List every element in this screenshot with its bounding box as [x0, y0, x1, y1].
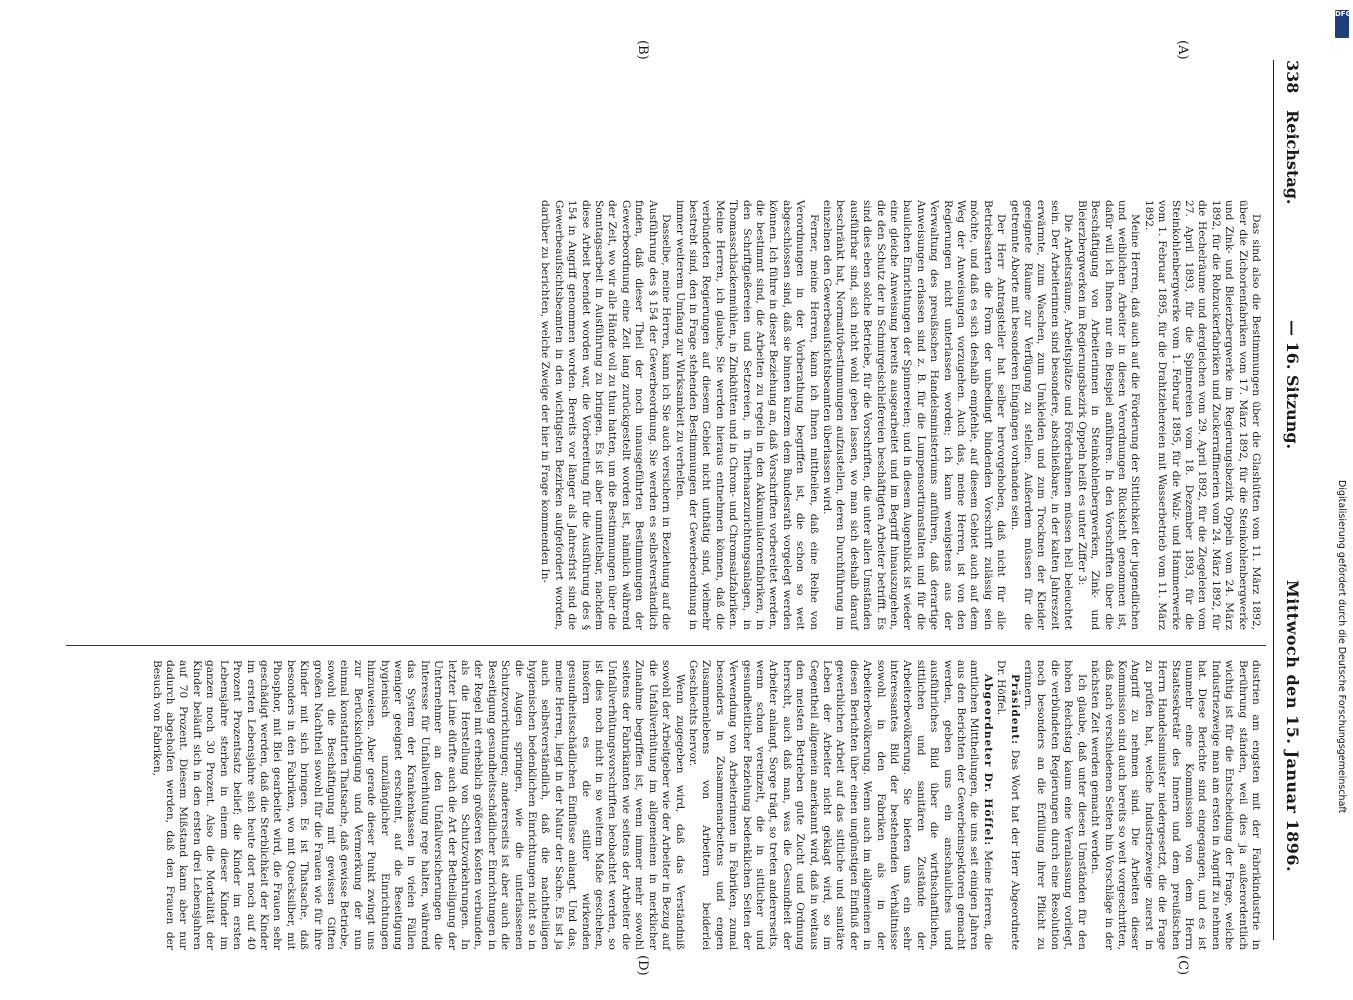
paragraph: Der Herr Antragsteller hat selber hervorgehoben, daß nicht für alle Betriebsarten die Form der unbedingt bindenden Vorschrift zulässig sein möchte, und daß es sich deshalb empfehle, auf diesem Gebiet auch auf dem Weg der Anweisungen vorzugehen. Auch das, meine Herren, ist von den Regierungen nicht unterlassen worden; ich kann wenigstens aus der Verwaltung des preußischen Handelsministeriums anführen, daß derartige Anweisungen erlassen sind z. B. für die Lumpensortiranstalten und für die baulichen Einrichtungen der Spinnereien; und in diesem Augenblick ist wieder eine gleiche Anweisung bereits ausgearbeitet und im Begriff hinauszugehen, die den Schutz der in Schmirgelschleifereien beschäftigten Arbeiter betrifft. Es sind dies eben solche Betriebe, für die Vorschriften, die unter allen Umständen ausführbar sind, sich nicht wohl geben lassen, wo man sich deshalb darauf beschränkt hat, Normativbestimmungen aufzustellen, deren Durchführung im einzelnen den Gewerbeaufsichtsbeamten überlassen wird. — [821, 200, 1008, 630]
president-text: Das Wort hat der Herr Abgeordnete Dr. Höffel. — [995, 660, 1021, 950]
paragraph: Ferner, meine Herren, kann ich Ihnen mittheilen, daß eine Reihe von Verordnungen in der Vorberathung begriffen ist, die schon so weit abgeschlossen sind, daß sie binnen kurzem dem Bundesrath vorgelegt werden können. Ich führe in dieser Beziehung an, daß Vorschriften vorbereitet werden, die bestimmt sind, die Arbeiten zu regeln in den Akkumulatorenfabriken, in den Schriftgießereien und Setzereien, in Thierhaarzurichtungsanlagen, in Thomasschlackenmühlen, in Zinkhütten und in Chrom- und Chromsalzfabriken. Meine Herren, ich glaube, Sie werden hieraus entnehmen können, daß die verbündeten Regierungen auf diesem Gebiet nicht unthätig sind, vielmehr bestrebt sind, den in Frage stehenden Bestimmungen der Gewerbeordnung in immer weiterem Umfang zur Wirksamkeit zu verhelfen. — [673, 200, 820, 630]
margin-marker-c: (C) — [1175, 955, 1190, 976]
digitization-note — [1333, 10, 1352, 1000]
digitization-note-text: Digitalisierung gefördert durch die Deutsche Forschungsgemeinschaft — [1336, 480, 1347, 814]
header-date: Mittwoch den 15. Januar 1896. — [1283, 580, 1302, 873]
header-left-title: Reichstag. — [1283, 110, 1302, 205]
margin-marker-a: (A) — [1175, 40, 1190, 60]
speaker-paragraph — [686, 660, 994, 950]
speaker-text: Meine Herren, die amtlichen Mittheilungen, die uns seit einigen Jahren aus den Berichten der Gewerbeinspektoren gemacht werden, geben uns ein anschauliches und ausführliches Bild über die wirthschaftlichen, sittlichen und sanitären Zustände der Arbeiterbevölkerung. Sie bieten uns ein sehr interessantes Bild der bestehenden Verhältnisse sowohl in den Fabriken als in der Arbeiterbevölkerung. Wenn auch im allgemeinen in diesen Berichten über einen ungünstigen Einfluß der gewerblichen Arbeit auf das sittliche und sanitäre Leben der Arbeiter nicht geklagt wird, so im Gegentheil allgemein anerkannt wird, daß in weitaus den meisten Betrieben gute Zucht und Ordnung herrscht, auch daß man, was die Gesundheit der Arbeiter anlangt, Sorge trägt, so treten andererseits, wenn schon vereinzelt, die in sittlicher und gesundheitlicher Beziehung bedenklichen Seiten der Verwendung von Arbeiterinnen in Fabriken, zumal besonders in Zusammenarbeitens und engen Zusammenlebens von Arbeitern beiderlei Geschlechts hervor. — [686, 660, 994, 950]
paragraph: Dasselbe, meine Herren, kann ich Sie auch versichern in Beziehung auf die Ausführung des § 154 der Gewerbeordnung. Sie werden es selbstverständlich finden, daß dieser Theil der noch unausgeführten Bestimmungen der Gewerbeordnung eine Zeit lang zurückgestellt worden ist, nämlich während der Zeit, wo wir alle Hände voll zu thun hatten, um die Bestimmungen über die Sonntagsarbeit in Ausführung zu bringen. Es ist aber unmittelbar, nachdem diese Arbeit beendet worden war, die Vorbereitung für die Ausführung des § 154 in Angriff genommen worden. Bereits vor länger als Jahresfrist sind die Gewerbeaufsichtsbeamten in den wichtigsten Bezirken aufgefordert worden, darüber zu berichten, welche Zweige der hier in Frage kommenden In- — [539, 200, 673, 630]
paragraph: Wenn zugegeben wird, daß das Verständniß sowohl der Arbeitgeber wie der Arbeiter in Bezug auf die Unfallverhütung im allgemeinen in merklicher Zunahme begriffen ist, wenn immer mehr sowohl seitens der Fabrikanten wie seitens der Arbeiter die Unfallverhütungsvorschriften beobachtet werden, so ist dies noch nicht in so weitem Maße geschehen, insofern es die stiller wirkenden gesundheitsschädlichen Einflüsse anlangt. Und das, meine Herren, liegt in der Natur der Sache. Es ist ja auch selbstverständlich, daß die nachtheiligen hygienischen bedenklichen Einrichtungen nicht so in die Augen springen, wie die unterlassenen Schutzvorrichtungen; andererseits ist aber auch die Beseitigung gesundheitsschädlicher Einrichtungen in der Regel mit erheblich größeren Kosten verbunden, als die Herstellung von Schutzvorkehrungen. In letzter Linie dürfte auch die Art der Betheiligung der Unternehmer an den Unfallversicherungen die Interesse für Unfallverhütung rege halten, während das System der Krankenkassen in vielen Fällen weniger geeignet erscheint, auf die Beseitigung hygienisch unzulänglicher Einrichtungen hinzuweisen. Aber gerade dieser Punkt zwingt uns zur Berücksichtigung und Vermerkung der nun einmal konstatirten Thatsache, daß gewisse Betriebe, sowohl die Beschäftigung mit gewissen Giften großen Nachtheil sowohl für die Frauen wie für ihre Kinder mit sich bringen. Es ist Thatsache, daß besonders in den Fabriken, wo mit Quecksilber, mit Phosphor, mit Blei gearbeitet wird, die Frauen sehr geschädigt werden, daß die Sterblichkeit der Kinder im ersten Lebensjahre sich heute dort noch auf 40 Prozent Prozentsatz belief; die Kinder im ersten Lebensjahre sterben in einem dieser Kinder im ganzen noch 30 Prozent. Also die Mortalität der Kinder beläuft sich in den ersten drei Lebensjahren auf 70 Prozent. Diesem Mißstand kann aber nur dadurch abgeholfen werden, daß den Frauen der Besuch von Fabriken, — [150, 660, 686, 950]
president-label: Präsident: — [1008, 674, 1021, 746]
paragraph: dustrien am engsten mit der Fabrikindustrie in Berührung ständen, weil dies ja außerordentlich wichtig ist für die Entscheidung der Frage, welche Industriezweige man am ersten in Angriff zu nehmen hat. Diese Berichte sind eingegangen, und es ist nunmehr eine Kommission von dem Herrn Staatssekretär des Innern und dem preußischen Herrn Handelsminister niedergesetzt, die die Frage zu prüfen hat, welche Industriezweige zuerst in Angriff zu nehmen sind. Die Arbeiten dieser Kommission sind auch bereits so weit vorgeschritten, daß nach verschiedenen Seiten hin Vorschläge in der nächsten Zeit werden gemacht werden. — [1089, 660, 1262, 950]
header-rule — [1273, 60, 1274, 940]
rotated-page — [50, 20, 1310, 980]
left-column — [538, 200, 1262, 630]
paragraph: Meine Herren, daß auch auf die Förderung der Sittlichkeit der jugendlichen und weiblichen Arbeiter in diesen Verordnungen Rücksicht genommen ist, dafür will ich Ihnen nur ein Beispiel anführen. In den Vorschriften über die Beschäftigung von Arbeiterinnen in Steinkohlenbergwerken, Zink- und Bleierzbergwerken im Regierungsbezirk Oppeln heißt es unter Ziffer 3: — [1075, 200, 1142, 630]
margin-marker-b: (B) — [635, 40, 650, 60]
right-column — [149, 660, 1262, 950]
margin-marker-d: (D) — [635, 955, 650, 976]
speaker-label: Abgeordneter Dr. Höffel: — [981, 674, 994, 847]
president-paragraph — [994, 660, 1021, 950]
column-separator — [66, 645, 1266, 646]
page-header — [1270, 20, 1310, 980]
page-number: 338 — [1283, 60, 1302, 94]
quoted-paragraph: Die Arbeitsräume, Arbeitsplätze und Förderbahnen müssen hell beleuchtet sein. Der Arbeiterinnen sind besondere, abschließbare, in der kalten Jahreszeit erwärmte, zum Waschen, zum Umkleiden und zum Trocknen der Kleider geeignete Räume zur Verfügung zu stellen. Außerdem müssen für die getrennte Aborte mit besonderen Eingängen vorhanden sein. — [1008, 200, 1075, 630]
header-session: — 16. Sitzung. — [1283, 320, 1302, 450]
dfg-logo-text: DFG — [1335, 10, 1352, 18]
paragraph: Ich glaube, daß unter diesen Umständen für den hohen Reichstag kaum eine Veranlassung vorliegt, die verbündeten Regierungen durch eine Resolution noch besonders an die Erfüllung ihrer Pflicht zu erinnern. — [1022, 660, 1088, 950]
paragraph: Das sind also die Bestimmungen über die Glashütten vom 11. März 1892, über die Zichorienfabriken vom 17. März 1892, für die Steinkohlenbergwerke und Zink- und Bleierzbergwerke im Regierungsbezirk Oppeln vom 24. März 1892, für die Rohzuckerfabriken und Zuckerraffinerien vom 24. März 1892, für die Hechelräume und dergleichen vom 29. April 1892, für die Ziegeleien vom 27. April 1893, für die Spinnereien vom 18. Dezember 1893, für die Steinkohlenbergwerke vom 1. Februar 1895, für die Walz- und Hammerwerke vom 1. Februar 1895, für die Drahtziehereien mit Wasserbetrieb vom 11. März 1892. — [1142, 200, 1262, 630]
